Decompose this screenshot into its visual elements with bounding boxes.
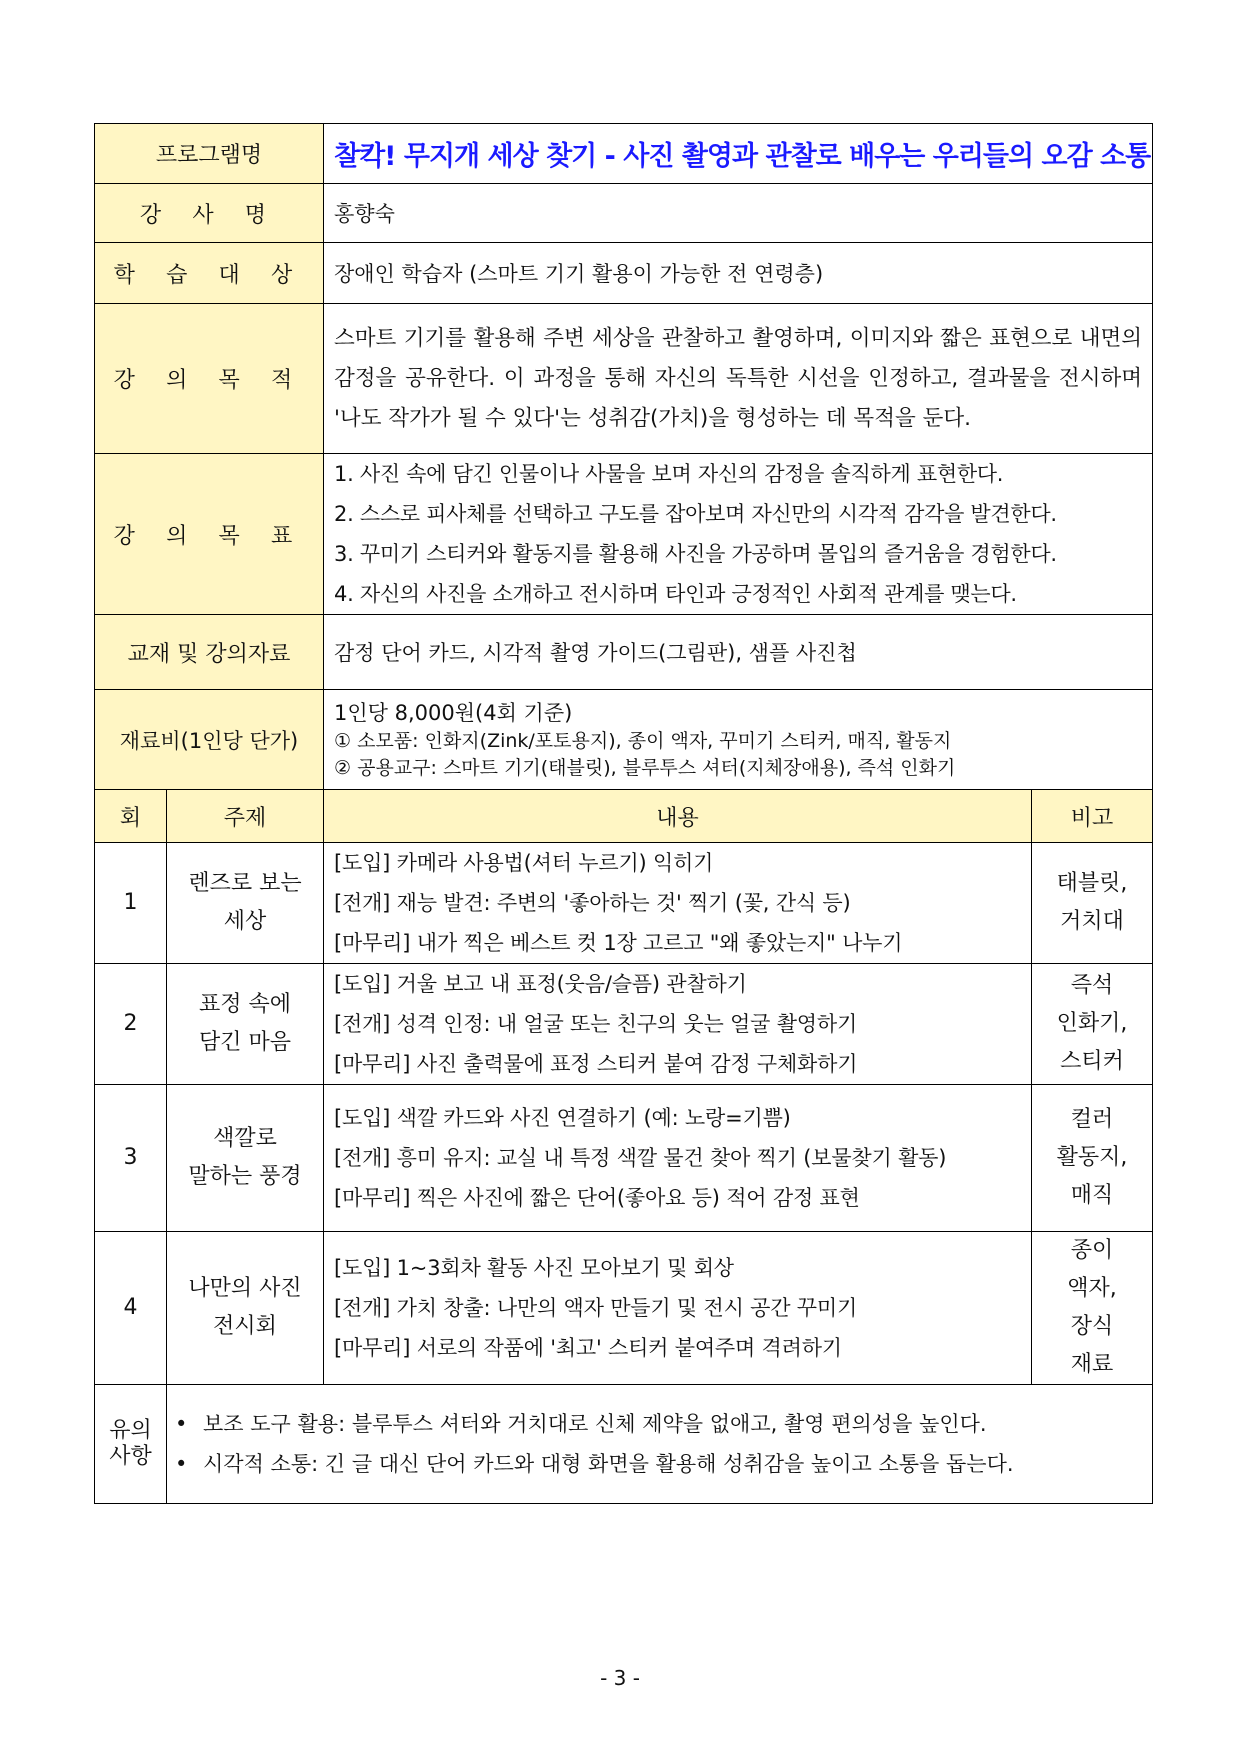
session-no: 3 [95, 1085, 167, 1232]
session-row-3 [95, 1085, 1153, 1232]
note-line: 스티커 [1060, 1049, 1124, 1074]
topic-line: 나만의 사진 [188, 1276, 302, 1301]
session-content [324, 843, 1032, 964]
target-value: 장애인 학습자 (스마트 기기 활용이 가능한 전 연령층) [324, 243, 1153, 304]
topic-line: 표정 속에 [199, 992, 292, 1017]
session-topic [167, 964, 324, 1085]
page-number: - 3 - [600, 1666, 640, 1690]
content-line: [마무리] 서로의 작품에 '최고' 스티커 붙여주며 격려하기 [334, 1336, 842, 1360]
topic-line: 말하는 풍경 [188, 1164, 302, 1189]
session-topic [167, 1085, 324, 1232]
session-row-1 [95, 843, 1153, 964]
session-note [1032, 964, 1153, 1085]
header-topic: 주제 [167, 790, 324, 843]
session-content [324, 964, 1032, 1085]
note-item [175, 1444, 1144, 1484]
note-line: 매직 [1070, 1183, 1114, 1208]
note-line: 거치대 [1060, 909, 1124, 934]
content-line: [마무리] 사진 출력물에 표정 스티커 붙여 감정 구체화하기 [334, 1052, 858, 1076]
note-line: 인화기, [1056, 1011, 1128, 1036]
instructor-label: 강 사 명 [95, 184, 324, 243]
note-line: 즉석 [1070, 973, 1114, 998]
goals-list [324, 454, 1153, 615]
session-topic [167, 1232, 324, 1385]
goals-row [95, 454, 1153, 615]
session-note [1032, 1085, 1153, 1232]
materials-label: 교재 및 강의자료 [95, 615, 324, 690]
note-line: 액자, [1067, 1276, 1117, 1301]
content-line: [마무리] 내가 찍은 베스트 컷 1장 고르고 "왜 좋았는지" 나누기 [334, 931, 903, 955]
topic-line: 세상 [223, 909, 267, 934]
topic-line: 담긴 마음 [199, 1030, 292, 1055]
program-label: 프로그램명 [95, 124, 324, 184]
goal-item: 3. 꾸미기 스티커와 활동지를 활용해 사진을 가공하며 몰입의 즐거움을 경험한다. [334, 542, 1057, 566]
notes-label [95, 1385, 167, 1504]
topic-line: 색깔로 [213, 1126, 277, 1151]
bullet-icon: • [175, 1452, 188, 1476]
content-line: [도입] 카메라 사용법(셔터 누르기) 익히기 [334, 851, 714, 875]
session-content [324, 1085, 1032, 1232]
session-row-2 [95, 964, 1153, 1085]
note-line: 태블릿, [1056, 871, 1128, 896]
notes-row [95, 1385, 1153, 1504]
notes-label-line: 사항 [109, 1444, 152, 1469]
session-no: 4 [95, 1232, 167, 1385]
materials-value: 감정 단어 카드, 시각적 촬영 가이드(그림판), 샘플 사진첩 [324, 615, 1153, 690]
fee-label: 재료비(1인당 단가) [95, 690, 324, 790]
instructor-row [95, 184, 1153, 243]
purpose-label: 강 의 목 적 [95, 304, 324, 454]
purpose-row [95, 304, 1153, 454]
note-line: 장식 [1070, 1314, 1114, 1339]
goal-item: 2. 스스로 피사체를 선택하고 구도를 잡아보며 자신만의 시각적 감각을 발견한다. [334, 502, 1057, 526]
notes-label-line: 유의 [109, 1418, 152, 1443]
header-note: 비고 [1032, 790, 1153, 843]
fee-row [95, 690, 1153, 790]
content-line: [전개] 성격 인정: 내 얼굴 또는 친구의 웃는 얼굴 촬영하기 [334, 1012, 858, 1036]
note-text: 시각적 소통: 긴 글 대신 단어 카드와 대형 화면을 활용해 성취감을 높이고 소통을 돕는다. [203, 1452, 1014, 1476]
goal-item: 1. 사진 속에 담긴 인물이나 사물을 보며 자신의 감정을 솔직하게 표현한다. [334, 462, 1004, 486]
goal-item: 4. 자신의 사진을 소개하고 전시하며 타인과 긍정적인 사회적 관계를 맺는다. [334, 582, 1017, 606]
notes-list [167, 1385, 1153, 1504]
bullet-icon: • [175, 1412, 188, 1436]
topic-line: 전시회 [213, 1314, 277, 1339]
header-content: 내용 [324, 790, 1032, 843]
target-row [95, 243, 1153, 304]
sessions-header-row [95, 790, 1153, 843]
target-label: 학 습 대 상 [95, 243, 324, 304]
note-line: 컬러 [1070, 1107, 1114, 1132]
content-line: [전개] 재능 발견: 주변의 '좋아하는 것' 찍기 (꽃, 간식 등) [334, 891, 851, 915]
topic-line: 렌즈로 보는 [188, 871, 302, 896]
note-line: 활동지, [1056, 1145, 1128, 1170]
course-plan-table [94, 123, 1153, 1504]
purpose-text: 스마트 기기를 활용해 주변 세상을 관찰하고 촬영하며, 이미지와 짧은 표현으로 내면의 감정을 공유한다. 이 과정을 통해 자신의 독특한 시선을 인정하고, 결과물을 전시하며 '나도 작가가 될 수 있다'는 성취감(가치)을 형성하는 데 목적을 둔다. [324, 304, 1153, 454]
instructor-value: 홍향숙 [324, 184, 1153, 243]
fee-main: 1인당 8,000원(4회 기준) [334, 700, 573, 725]
program-title: 찰칵! 무지개 세상 찾기 - 사진 촬영과 관찰로 배우는 우리들의 오감 소통 [324, 124, 1153, 184]
goals-label: 강 의 목 표 [95, 454, 324, 615]
note-item [175, 1404, 1144, 1444]
content-line: [전개] 가치 창출: 나만의 액자 만들기 및 전시 공간 꾸미기 [334, 1296, 858, 1320]
session-row-4 [95, 1232, 1153, 1385]
header-no: 회 [95, 790, 167, 843]
fee-line: ② 공용교구: 스마트 기기(태블릿), 블루투스 셔터(지체장애용), 즉석 인화기 [334, 756, 956, 779]
content-line: [도입] 거울 보고 내 표정(웃음/슬픔) 관찰하기 [334, 972, 747, 996]
content-line: [전개] 흥미 유지: 교실 내 특정 색깔 물건 찾아 찍기 (보물찾기 활동) [334, 1146, 947, 1170]
content-line: [도입] 색깔 카드와 사진 연결하기 (예: 노랑=기쁨) [334, 1106, 791, 1130]
session-topic [167, 843, 324, 964]
materials-row [95, 615, 1153, 690]
content-line: [도입] 1~3회차 활동 사진 모아보기 및 회상 [334, 1256, 734, 1280]
session-no: 1 [95, 843, 167, 964]
session-no: 2 [95, 964, 167, 1085]
note-line: 종이 [1070, 1238, 1114, 1263]
session-note [1032, 1232, 1153, 1385]
note-text: 보조 도구 활용: 블루투스 셔터와 거치대로 신체 제약을 없애고, 촬영 편의성을 높인다. [203, 1412, 987, 1436]
fee-line: ① 소모품: 인화지(Zink/포토용지), 종이 액자, 꾸미기 스티커, 매직, 활동지 [334, 729, 952, 752]
program-row [95, 124, 1153, 184]
session-note [1032, 843, 1153, 964]
session-content [324, 1232, 1032, 1385]
note-line: 재료 [1070, 1352, 1114, 1377]
content-line: [마무리] 찍은 사진에 짧은 단어(좋아요 등) 적어 감정 표현 [334, 1186, 860, 1210]
fee-detail [324, 690, 1153, 790]
